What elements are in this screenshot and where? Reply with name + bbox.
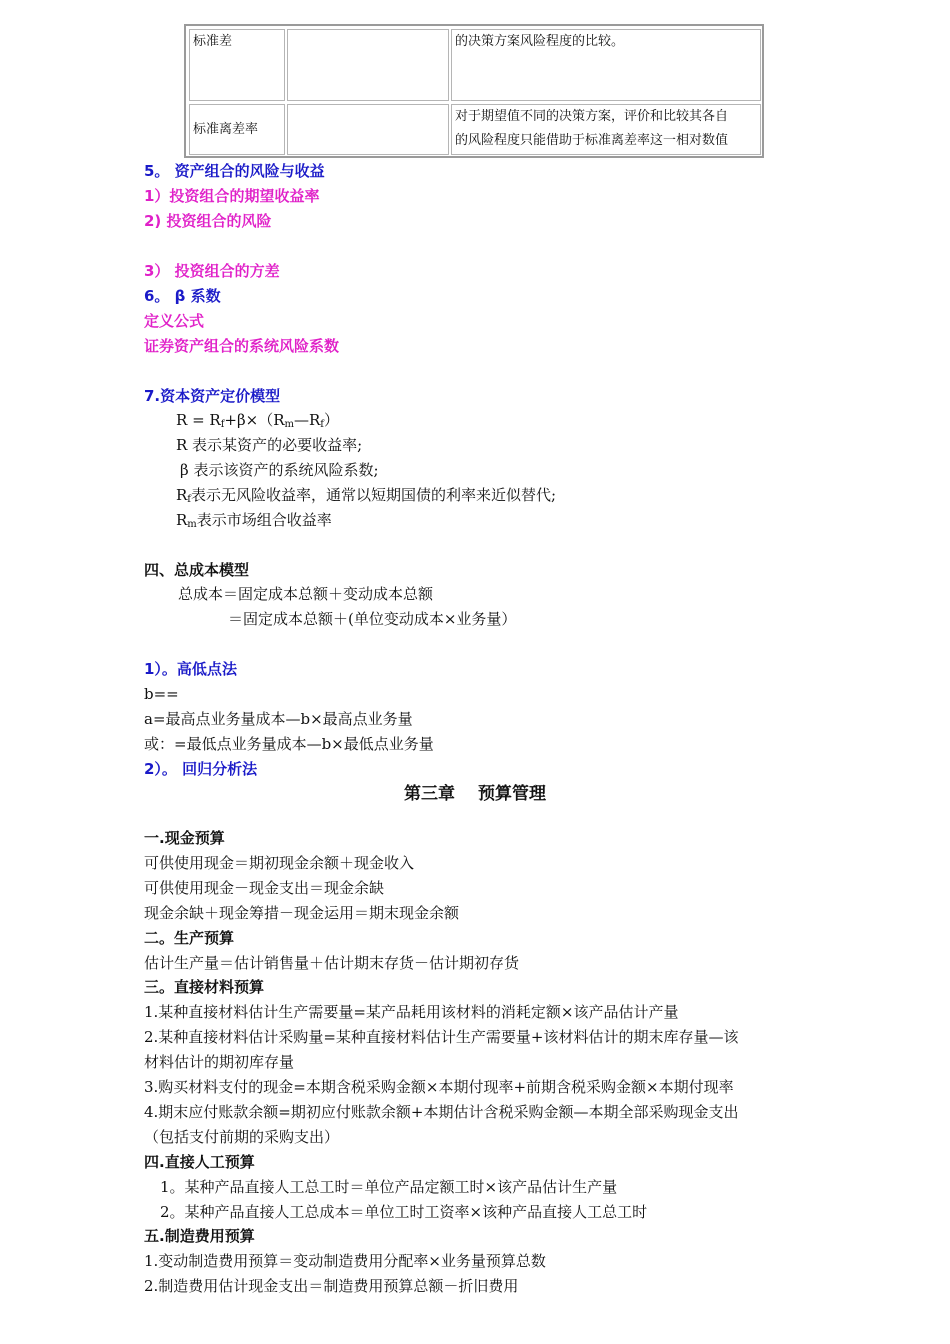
table-cell-empty xyxy=(287,29,449,101)
body-line: 2.某种直接材料估计采购量=某种直接材料估计生产需要量+该材料估计的期末库存量—该 xyxy=(144,1028,739,1046)
section-heading: 一.现金预算 xyxy=(144,829,225,847)
body-line: 现金余缺＋现金筹措－现金运用＝期末现金余额 xyxy=(144,904,460,922)
table-cell-desc-line: 的决策方案风险程度的比较。 xyxy=(455,34,625,49)
body-line: a=最高点业务量成本—b×最高点业务量 xyxy=(144,710,413,728)
body-line: 2.制造费用估计现金支出＝制造费用预算总额－折旧费用 xyxy=(144,1277,519,1295)
body-line: $R_m$表示市场组合收益率 xyxy=(176,511,332,530)
section-heading: 五.制造费用预算 xyxy=(144,1227,255,1245)
body-line: R 表示某资产的必要收益率; xyxy=(176,436,363,454)
section-heading: 7.资本资产定价模型 xyxy=(144,387,281,405)
body-line: $R_f$表示无风险收益率，通常以短期国债的利率来近似替代; xyxy=(176,486,557,505)
body-line: 1。某种产品直接人工总工时＝单位产品定额工时×该产品估计生产量 xyxy=(160,1178,618,1196)
body-line: 估计生产量＝估计销售量＋估计期末存货－估计期初存货 xyxy=(144,954,520,972)
risk-measure-table xyxy=(184,24,764,158)
subsection-heading: 1）投资组合的期望收益率 xyxy=(144,187,320,205)
body-line: 4.期末应付账款余额=期初应付账款余额+本期估计含税采购金额—本期全部采购现金支出 xyxy=(144,1103,739,1121)
table-cell-desc-line: 对于期望值不同的决策方案，评价和比较其各自 xyxy=(455,109,729,124)
section-heading: 6。 β 系数 xyxy=(144,287,221,305)
subsection-heading: 3） 投资组合的方差 xyxy=(144,262,280,280)
table-cell-desc-line: 的风险程度只能借助于标准离差率这一相对数值 xyxy=(455,133,729,148)
section-heading: 四.直接人工预算 xyxy=(144,1153,255,1171)
body-line: 2。某种产品直接人工总成本＝单位工时工资率×该种产品直接人工总工时 xyxy=(160,1203,648,1221)
subsection-heading: 定义公式 xyxy=(144,312,205,330)
body-line: β 表示该资产的系统风险系数; xyxy=(180,461,379,479)
body-line: 材料估计的期初库存量 xyxy=(144,1053,295,1071)
subsection-heading: 证券资产组合的系统风险系数 xyxy=(144,337,340,355)
subsection-heading: 2）。 回归分析法 xyxy=(144,760,258,778)
section-heading: 5。 资产组合的风险与收益 xyxy=(144,162,325,180)
capm-formula: $R = R_f+\beta\times(R_m—R_f)$ xyxy=(176,411,340,430)
section-heading: 四、总成本模型 xyxy=(144,561,250,579)
body-line: （包括支付前期的采购支出） xyxy=(144,1128,340,1146)
table-cell-desc xyxy=(451,104,761,155)
subsection-heading: 1）。高低点法 xyxy=(144,660,237,678)
chapter-title: 第三章 预算管理 xyxy=(404,784,546,804)
body-line: 可供使用现金＝期初现金余额＋现金收入 xyxy=(144,854,415,872)
body-line: 1.某种直接材料估计生产需要量=某产品耗用该材料的消耗定额×该产品估计产量 xyxy=(144,1003,679,1021)
body-line: 3.购买材料支付的现金=本期含税采购金额×本期付现率+前期含税采购金额×本期付现率 xyxy=(144,1078,734,1096)
body-line: 可供使用现金－现金支出＝现金余缺 xyxy=(144,879,385,897)
body-line: 总成本＝固定成本总额＋变动成本总额 xyxy=(178,585,434,603)
body-line: b== xyxy=(144,685,179,703)
table-cell-name: 标准离差率 xyxy=(189,104,285,155)
body-line: 1.变动制造费用预算＝变动制造费用分配率×业务量预算总数 xyxy=(144,1252,546,1270)
table-cell-desc xyxy=(451,29,761,101)
section-heading: 二。生产预算 xyxy=(144,929,235,947)
table-cell-name: 标准差 xyxy=(189,29,285,101)
body-line: 或：=最低点业务量成本—b×最低点业务量 xyxy=(144,735,434,753)
subsection-heading: 2) 投资组合的风险 xyxy=(144,212,272,230)
table-cell-empty xyxy=(287,104,449,155)
body-line: ＝固定成本总额＋(单位变动成本×业务量） xyxy=(228,610,517,628)
section-heading: 三。直接材料预算 xyxy=(144,978,265,996)
